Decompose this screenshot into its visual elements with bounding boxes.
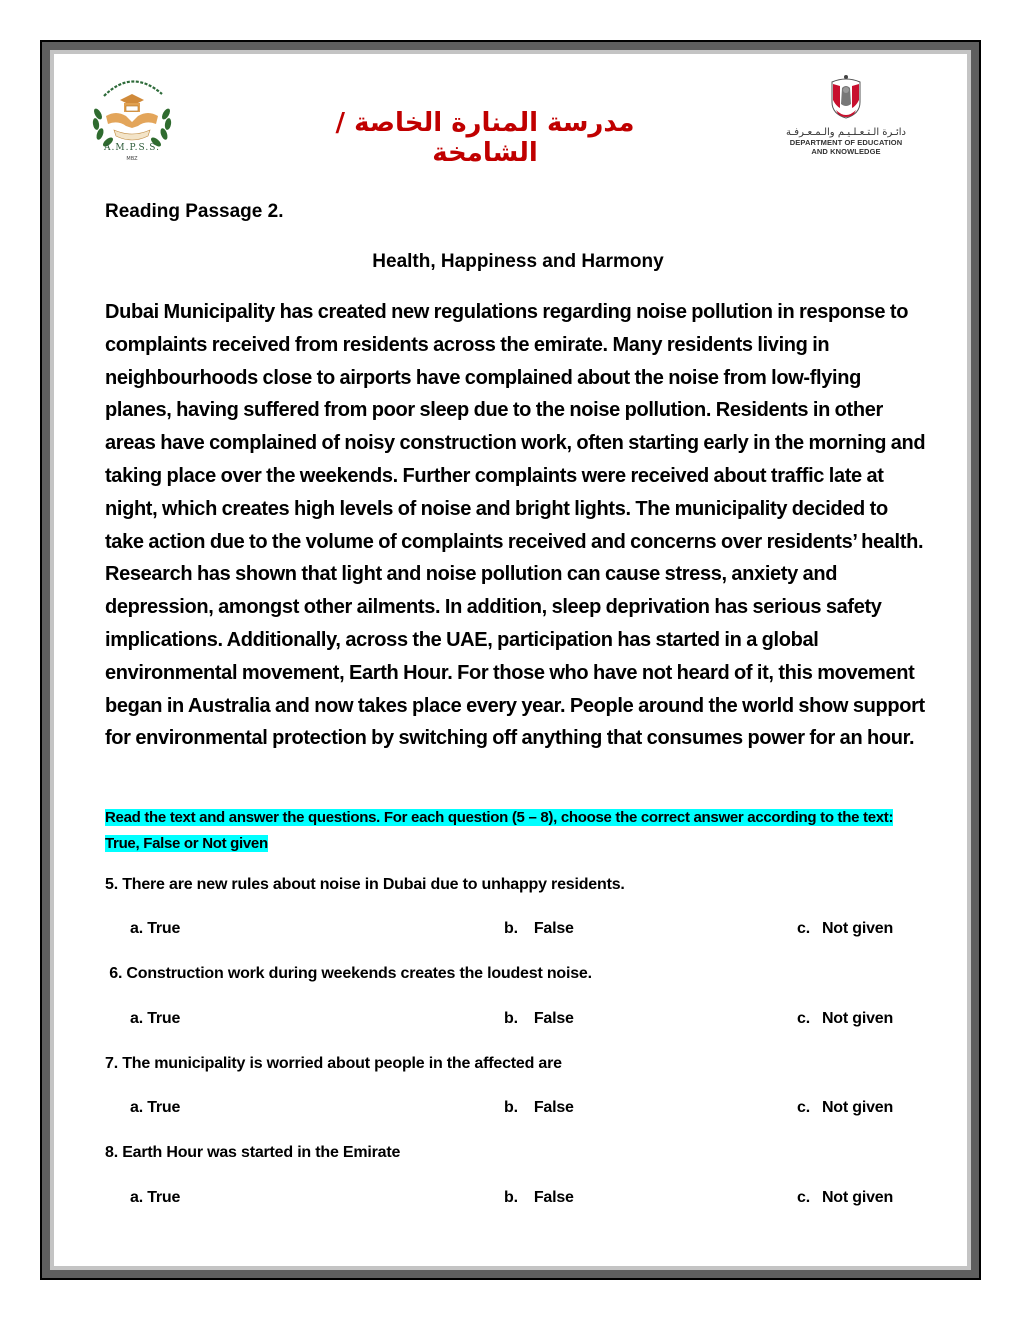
option-label: True	[147, 920, 181, 937]
option-label: Not given	[821, 1189, 894, 1206]
option-letter: c.	[797, 920, 810, 937]
question-6: 6. Construction work during weekends creates the loudest noise.	[105, 965, 592, 982]
option-label: False	[533, 1099, 574, 1116]
passage-label: Reading Passage 2.	[105, 201, 284, 222]
q6-option-c[interactable]	[797, 1010, 893, 1028]
option-letter: b.	[504, 1189, 518, 1206]
option-label: False	[533, 1010, 574, 1027]
svg-text:MBZ: MBZ	[126, 156, 138, 162]
option-letter: c.	[797, 1189, 810, 1206]
q6-option-a[interactable]	[130, 1010, 180, 1028]
svg-text:A.M.P.S.S.: A.M.P.S.S.	[104, 143, 160, 153]
option-letter: a.	[130, 1189, 143, 1206]
option-label: True	[147, 1010, 181, 1027]
falcon-emblem-icon	[826, 74, 866, 120]
department-name-line1: DEPARTMENT OF EDUCATION	[789, 138, 903, 147]
question-8: 8. Earth Hour was started in the Emirate	[105, 1144, 401, 1161]
school-name-title: مدرسة المنارة الخاصة / الشامخة	[335, 108, 635, 168]
option-letter: a.	[130, 1010, 143, 1027]
option-letter: a.	[130, 1099, 143, 1116]
q7-option-a[interactable]	[130, 1099, 180, 1117]
option-label: Not given	[821, 1099, 894, 1116]
option-label: Not given	[821, 1010, 894, 1027]
department-name-line2: AND KNOWLEDGE	[811, 147, 881, 156]
question-5: 5. There are new rules about noise in Dubai due to unhappy residents.	[105, 876, 625, 893]
department-logo	[786, 74, 906, 156]
q6-option-b[interactable]	[504, 1010, 574, 1028]
option-letter: b.	[504, 1099, 518, 1116]
option-label: False	[533, 1189, 574, 1206]
option-label: Not given	[821, 920, 894, 937]
instructions	[105, 805, 925, 857]
passage-title: Health, Happiness and Harmony	[372, 251, 664, 272]
passage-body	[105, 296, 927, 755]
option-letter: b.	[504, 920, 518, 937]
option-letter: a.	[130, 920, 143, 937]
q7-option-b[interactable]	[504, 1099, 574, 1117]
option-label: True	[147, 1099, 181, 1116]
school-logo	[86, 66, 178, 166]
option-letter: c.	[797, 1099, 810, 1116]
school-crest-icon	[86, 66, 178, 166]
passage-paragraph: Dubai Municipality has created new regulations regarding noise pollution in response to complaints received from residents across the emirate. Many residents living in neighbourhoods close to airports have complained about the noise from low-flying planes, having suffered from poor sleep due to the noise pollution. Residents in other areas have complained of noisy construction work, often starting early in the morning and taking place over the weekends. Further complaints were received about traffic late at night, which creates high levels of noise and bright lights. The municipality decided to take action due to the volume of complaints received and concerns over residents’ health. Research has shown that light and noise pollution can cause stress, anxiety and depression, amongst other ailments. In addition, sleep deprivation has serious safety implications. Additionally, across the UAE, participation has started in a global environmental movement, Earth Hour. For those who have not heard of it, this movement began in Australia and now takes place every year. People around the world show support for environmental protection by switching off anything that consumes power for an hour.	[105, 301, 926, 750]
q5-option-c[interactable]	[797, 920, 893, 938]
q8-option-b[interactable]	[504, 1189, 574, 1207]
question-7: 7. The municipality is worried about people in the affected are	[105, 1055, 562, 1072]
q5-option-a[interactable]	[130, 920, 180, 938]
option-letter: c.	[797, 1010, 810, 1027]
option-letter: b.	[504, 1010, 518, 1027]
q5-option-b[interactable]	[504, 920, 574, 938]
option-label: True	[147, 1189, 181, 1206]
department-name-arabic: دائـرة الـتـعـلـيـم والـمـعـرفـة	[786, 127, 906, 138]
q7-option-c[interactable]	[797, 1099, 893, 1117]
option-label: False	[533, 920, 574, 937]
q8-option-a[interactable]	[130, 1189, 180, 1207]
q8-option-c[interactable]	[797, 1189, 893, 1207]
instruction-highlight: Read the text and answer the questions. For each question (5 – 8), choose the correct answer according to the text: True, False or Not given	[105, 809, 894, 852]
